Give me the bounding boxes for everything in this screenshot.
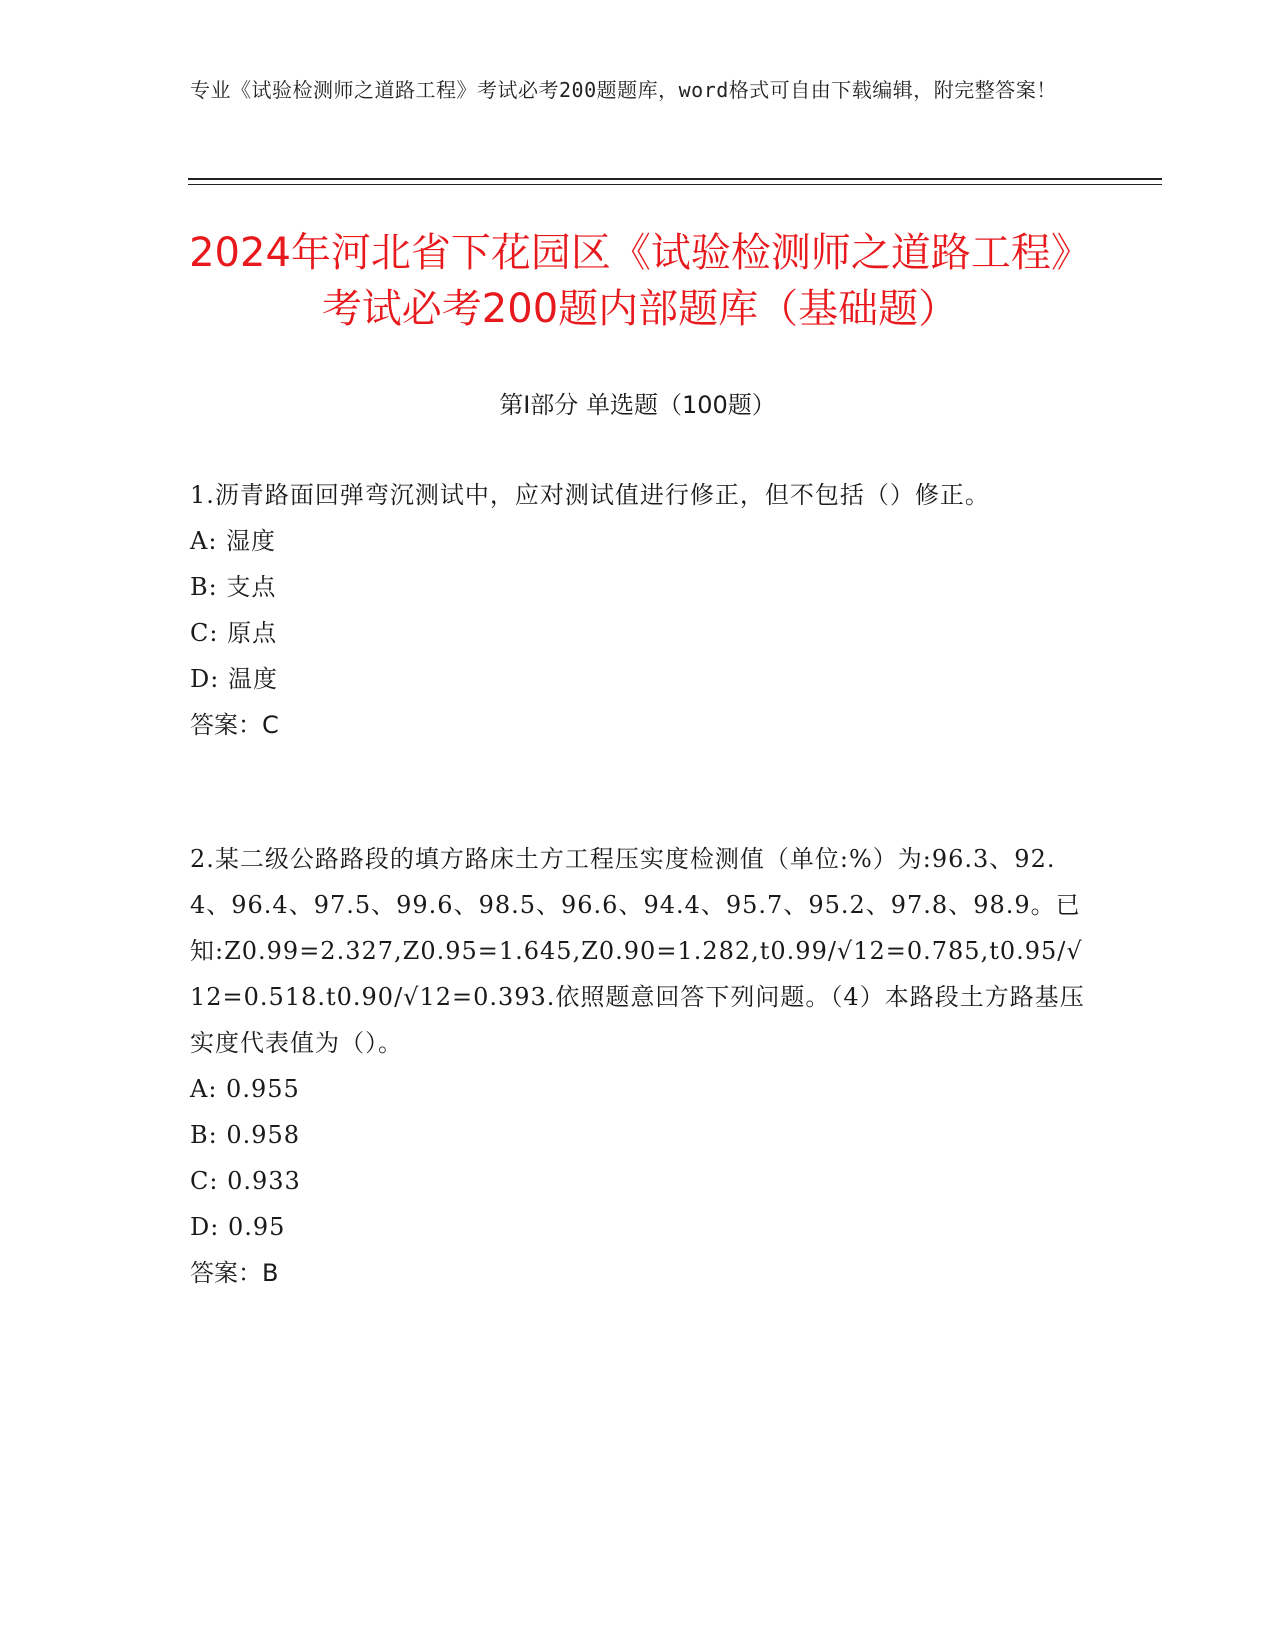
answer: 答案：C <box>190 711 279 739</box>
option-d: D: 0.95 <box>190 1213 286 1241</box>
option-b: B: 0.958 <box>190 1121 301 1149</box>
answer: 答案：B <box>190 1259 279 1287</box>
header-rule-thin <box>188 184 1162 185</box>
question-stem: 2.某二级公路路段的填方路床土方工程压实度检测值（单位:%）为:96.3、92.4、96.4、97.5、99.6、98.5、96.6、94.4、95.7、95.2、97.8、98.9。已知:Z0.99=2.327,Z0.95=1.645,Z0.90=1.282,t0.99/√12=0.785,t0.95/√12=0.518.t0.90/√12=0.393.依照题意回答下列问题。（4）本路段土方路基压实度代表值为（）。 <box>190 845 1085 1057</box>
option-d: D: 温度 <box>190 665 278 693</box>
question-stem: 1.沥青路面回弹弯沉测试中，应对测试值进行修正，但不包括（）修正。 <box>190 481 990 509</box>
option-c: C: 0.933 <box>190 1167 301 1195</box>
option-a: A: 0.955 <box>190 1075 300 1103</box>
option-a: A: 湿度 <box>190 527 277 555</box>
question-2 <box>190 836 1090 1296</box>
header-note: 专业《试验检测师之道路工程》考试必考200题题库，word格式可自由下载编辑，附完整答案！ <box>190 78 1057 102</box>
header-rule-thick <box>188 178 1162 180</box>
question-1 <box>190 472 1090 748</box>
option-c: C: 原点 <box>190 619 278 647</box>
option-b: B: 支点 <box>190 573 277 601</box>
section-title: 第I部分 单选题（100题） <box>499 391 776 419</box>
document-title: 2024年河北省下花园区《试验检测师之道路工程》考试必考200题内部题库（基础题） <box>189 230 1091 332</box>
